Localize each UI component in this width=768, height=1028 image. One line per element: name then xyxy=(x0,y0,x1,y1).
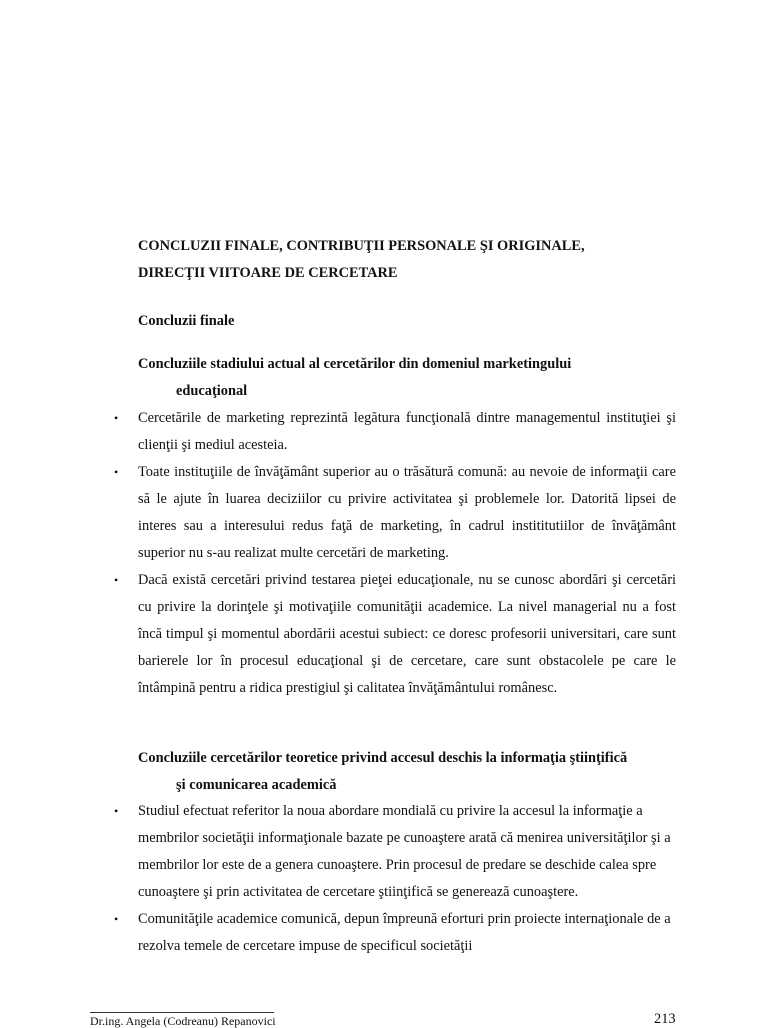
list-item xyxy=(114,798,676,906)
bullet-icon: • xyxy=(114,573,119,587)
bullet-icon: • xyxy=(114,411,119,425)
chapter-title xyxy=(138,233,678,287)
section-title-1-line-2: educaţional xyxy=(176,383,248,399)
list-item-text: Studiul efectuat referitor la noua abordare mondială cu privire la accesul la informaţie a membrilor societăţii informaţionale bazate pe cunoaştere arată că menirea universităţilor şi a membrilor lor este de a genera cunoaştere. Prin procesul de predare se deschide calea spre cunoaştere şi prin activitatea de cercetare ştiinţifică se generează cunoaştere. xyxy=(138,803,671,900)
section-title-1 xyxy=(138,351,678,405)
section-title-1-line-1: Concluziile stadiului actual al cercetărilor din domeniul marketingului xyxy=(138,356,572,372)
section-title-2-line-2: şi comunicarea academică xyxy=(176,777,337,793)
section-2-list xyxy=(114,798,676,960)
list-item-text: Toate instituţiile de învăţământ superior au o trăsătură comună: au nevoie de informaţii care să le ajute în luarea deciziilor cu privire activitatea şi problemele lor. Datorită lipsei de interes sau a interesului redus faţă de marketing, în cadrul instititutiilor de învăţământ superior nu s-au realizat multe cercetări de marketing. xyxy=(138,464,676,561)
footer-author: Dr.ing. Angela (Codreanu) Repanovici xyxy=(90,1014,276,1028)
list-item xyxy=(114,459,676,567)
chapter-title-line-2: DIRECŢII VIITOARE DE CERCETARE xyxy=(138,265,398,281)
list-item xyxy=(114,906,676,960)
section-1-list xyxy=(114,405,676,702)
subheading: Concluzii finale xyxy=(138,313,235,329)
footer-divider xyxy=(90,1012,274,1013)
list-item xyxy=(114,405,676,459)
bullet-icon: • xyxy=(114,804,119,818)
list-item-text: Dacă există cercetări privind testarea pieţei educaţionale, nu se cunosc abordări şi cercetări cu privire la dorinţele şi motivaţiile comunităţii academice. La nivel managerial nu a fost încă timpul şi momentul abordării acestui subiect: ce doresc profesorii universitari, care sunt barierele lor în procesul educaţional şi de cercetare, care sunt obstacolele pe care le întâmpină pentru a ridica prestigiul şi calitatea învăţământului românesc. xyxy=(138,572,676,696)
bullet-icon: • xyxy=(114,912,119,926)
chapter-title-line-1: CONCLUZII FINALE, CONTRIBUŢII PERSONALE ŞI ORIGINALE, xyxy=(138,238,585,254)
page-number: 213 xyxy=(654,1011,676,1027)
section-title-2 xyxy=(138,745,678,799)
list-item-text: Comunităţile academice comunică, depun împreună eforturi prin proiecte internaţionale de a rezolva temele de cercetare impuse de specificul societăţii xyxy=(138,911,671,954)
list-item xyxy=(114,567,676,702)
list-item-text: Cercetările de marketing reprezintă legătura funcţională dintre managementul instituţiei şi clienţii şi mediul acesteia. xyxy=(138,410,676,453)
section-title-2-line-1: Concluziile cercetărilor teoretice privind accesul deschis la informaţia ştiinţifică xyxy=(138,750,628,766)
bullet-icon: • xyxy=(114,465,119,479)
